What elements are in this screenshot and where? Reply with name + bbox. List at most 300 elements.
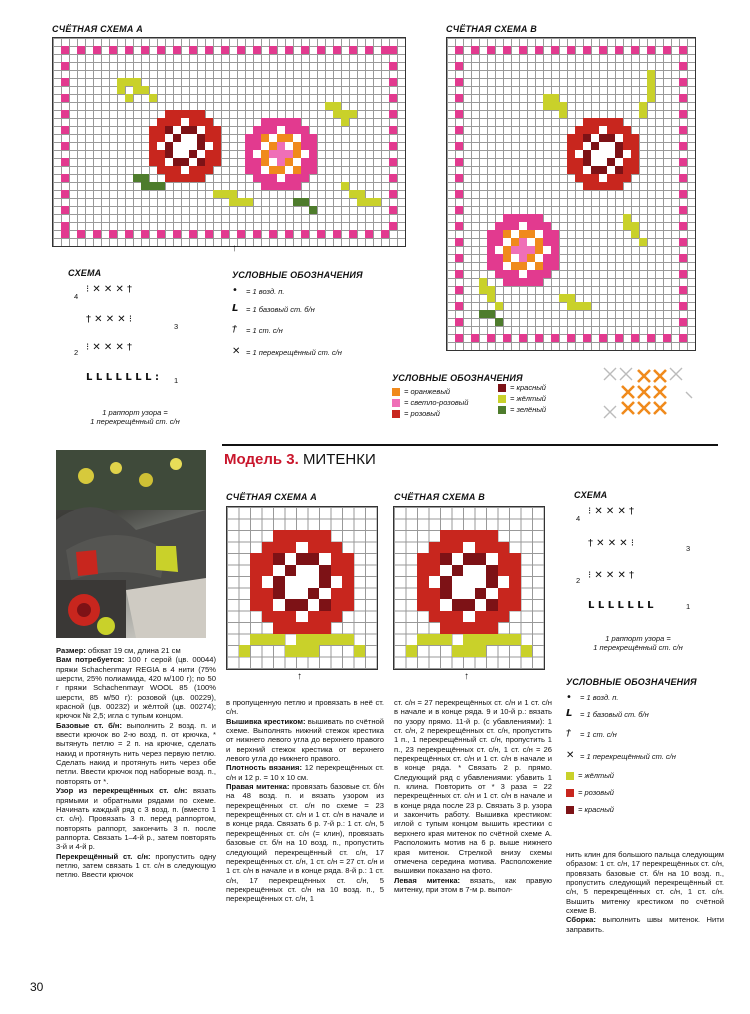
stitch-cell bbox=[273, 611, 285, 623]
stitch-cell bbox=[181, 126, 189, 134]
stitch-cell bbox=[452, 565, 464, 577]
stitch-cell bbox=[277, 166, 285, 174]
red-swatch-icon bbox=[566, 806, 574, 814]
stitch-cell bbox=[181, 166, 189, 174]
stitch-cell bbox=[261, 174, 269, 182]
stitch-cell bbox=[591, 126, 599, 134]
stitch-cell bbox=[253, 142, 261, 150]
stitch-cell bbox=[429, 553, 441, 565]
stitch-cell bbox=[607, 134, 615, 142]
stitch-cell bbox=[77, 46, 85, 54]
stitch-cell bbox=[285, 118, 293, 126]
stitch-cell bbox=[373, 198, 381, 206]
stitch-cell bbox=[221, 230, 229, 238]
stitch-sample-illustration bbox=[600, 362, 694, 428]
stitch-cell bbox=[109, 230, 117, 238]
stitch-cell bbox=[535, 230, 543, 238]
stitch-cell bbox=[165, 118, 173, 126]
stitch-cell bbox=[440, 553, 452, 565]
top-legend: • = 1 возд. п. L = 1 базовый ст. б/н † = 1 ст. с/н ✕ = 1 перекрещённый ст. с/н bbox=[232, 285, 342, 357]
stitch-cell bbox=[486, 588, 498, 600]
stitch-cell bbox=[509, 634, 521, 646]
stitch-cell bbox=[591, 158, 599, 166]
stitch-cell bbox=[262, 611, 274, 623]
bottom-arrow-b-icon: ↑ bbox=[464, 671, 469, 682]
stitch-cell bbox=[125, 94, 133, 102]
stitch-cell bbox=[61, 230, 69, 238]
stitch-cell bbox=[309, 166, 317, 174]
stitch-cell bbox=[149, 94, 157, 102]
stitch-cell bbox=[296, 542, 308, 554]
color-legend-left: = оранжевый = светло-розовый = розовый bbox=[392, 386, 468, 419]
product-photo bbox=[56, 450, 206, 638]
stitch-cell bbox=[189, 118, 197, 126]
chart-c-grid bbox=[226, 506, 378, 670]
paragraph: в пропущенную петлю и провязать в неё ст. с/н. bbox=[226, 698, 384, 717]
stitch-cell bbox=[615, 158, 623, 166]
stitch-cell bbox=[308, 588, 320, 600]
stitch-cell bbox=[440, 634, 452, 646]
stitch-cell bbox=[583, 174, 591, 182]
stitch-cell bbox=[679, 334, 687, 342]
stitch-cell bbox=[293, 126, 301, 134]
stitch-cell bbox=[455, 270, 463, 278]
chart-b-grid bbox=[446, 37, 696, 351]
stitch-cell bbox=[308, 611, 320, 623]
stitch-cell bbox=[189, 142, 197, 150]
stitch-cell bbox=[429, 599, 441, 611]
stitch-cell bbox=[503, 246, 511, 254]
stitch-cell bbox=[535, 270, 543, 278]
stitch-cell bbox=[109, 46, 117, 54]
stitch-cell bbox=[486, 565, 498, 577]
model-heading: Модель 3. МИТЕНКИ bbox=[224, 451, 376, 468]
stitch-cell bbox=[511, 238, 519, 246]
stitch-cell bbox=[599, 134, 607, 142]
stitch-cell bbox=[591, 142, 599, 150]
stitch-cell bbox=[511, 278, 519, 286]
stitch-cell bbox=[261, 158, 269, 166]
stitch-cell bbox=[296, 588, 308, 600]
stitch-cell bbox=[440, 599, 452, 611]
stitch-cell bbox=[511, 214, 519, 222]
stitch-cell bbox=[487, 334, 495, 342]
dc-icon: † bbox=[566, 728, 571, 739]
stitch-cell bbox=[273, 599, 285, 611]
stitch-cell bbox=[679, 46, 687, 54]
stitch-cell bbox=[455, 206, 463, 214]
stitch-cell bbox=[173, 110, 181, 118]
stitch-cell bbox=[647, 94, 655, 102]
stitch-cell bbox=[567, 334, 575, 342]
stitch-cell bbox=[157, 158, 165, 166]
stitch-cell bbox=[331, 611, 343, 623]
stitch-cell bbox=[615, 150, 623, 158]
stitch-cell bbox=[181, 150, 189, 158]
stitch-cell bbox=[181, 158, 189, 166]
stitch-cell bbox=[631, 158, 639, 166]
stitch-cell bbox=[317, 46, 325, 54]
paragraph: Сборка: выполнить швы митенок. Нити заправить. bbox=[566, 915, 724, 934]
stitch-cell bbox=[309, 142, 317, 150]
stitch-cell bbox=[591, 174, 599, 182]
stitch-cell bbox=[285, 46, 293, 54]
stitch-cell bbox=[117, 86, 125, 94]
stitch-cell bbox=[308, 622, 320, 634]
stitch-cell bbox=[623, 214, 631, 222]
stitch-cell bbox=[455, 286, 463, 294]
stitch-cell bbox=[342, 553, 354, 565]
stitch-cell bbox=[365, 46, 373, 54]
scheme-row-4: ⁝ ✕ ✕ ✕ † bbox=[86, 284, 133, 295]
stitch-cell bbox=[663, 334, 671, 342]
stitch-cell bbox=[487, 310, 495, 318]
stitch-cell bbox=[149, 142, 157, 150]
base-sc-icon: L bbox=[232, 303, 239, 314]
stitch-cell bbox=[583, 182, 591, 190]
stitch-cell bbox=[61, 78, 69, 86]
stitch-cell bbox=[463, 576, 475, 588]
stitch-cell bbox=[509, 599, 521, 611]
stitch-cell bbox=[245, 198, 253, 206]
yellow-swatch-icon bbox=[566, 772, 574, 780]
stitch-cell bbox=[487, 254, 495, 262]
color-legend-title: УСЛОВНЫЕ ОБОЗНАЧЕНИЯ bbox=[392, 373, 523, 383]
stitch-cell bbox=[61, 110, 69, 118]
stitch-cell bbox=[273, 634, 285, 646]
stitch-cell bbox=[61, 190, 69, 198]
stitch-cell bbox=[679, 222, 687, 230]
stitch-cell bbox=[189, 126, 197, 134]
stitch-cell bbox=[205, 118, 213, 126]
stitch-cell bbox=[342, 634, 354, 646]
stitch-cell bbox=[269, 166, 277, 174]
stitch-cell bbox=[679, 238, 687, 246]
stitch-cell bbox=[273, 565, 285, 577]
yellow-swatch-icon bbox=[498, 395, 506, 403]
stitch-cell bbox=[475, 553, 487, 565]
stitch-cell bbox=[679, 206, 687, 214]
stitch-cell bbox=[61, 94, 69, 102]
stitch-cell bbox=[269, 46, 277, 54]
stitch-cell bbox=[615, 134, 623, 142]
stitch-cell bbox=[61, 222, 69, 230]
stitch-scheme-top bbox=[70, 284, 190, 394]
stitch-cell bbox=[503, 214, 511, 222]
stitch-cell bbox=[487, 246, 495, 254]
stitch-cell bbox=[527, 270, 535, 278]
stitch-cell bbox=[296, 634, 308, 646]
stitch-cell bbox=[333, 46, 341, 54]
stitch-cell bbox=[495, 238, 503, 246]
stitch-cell bbox=[639, 238, 647, 246]
stitch-cell bbox=[475, 599, 487, 611]
stitch-cell bbox=[498, 588, 510, 600]
stitch-cell bbox=[440, 565, 452, 577]
stitch-cell bbox=[455, 302, 463, 310]
stitch-cell bbox=[133, 86, 141, 94]
stitch-cell bbox=[429, 542, 441, 554]
page-number: 30 bbox=[30, 980, 44, 994]
stitch-cell bbox=[679, 94, 687, 102]
stitch-cell bbox=[309, 150, 317, 158]
chart-d-grid bbox=[393, 506, 545, 670]
stitch-cell bbox=[471, 334, 479, 342]
stitch-cell bbox=[93, 230, 101, 238]
stitch-cell bbox=[61, 142, 69, 150]
stitch-cell bbox=[197, 118, 205, 126]
stitch-cell bbox=[527, 246, 535, 254]
stitch-cell bbox=[429, 565, 441, 577]
stitch-cell bbox=[663, 46, 671, 54]
stitch-cell bbox=[229, 198, 237, 206]
stitch-cell bbox=[261, 118, 269, 126]
stitch-cell bbox=[285, 174, 293, 182]
stitch-cell bbox=[293, 182, 301, 190]
stitch-cell bbox=[591, 134, 599, 142]
text-column-2 bbox=[226, 698, 384, 904]
stitch-cell bbox=[389, 94, 397, 102]
bottom-repeat-label: 1 раппорт узора = 1 перекрещённый ст. с/н bbox=[593, 634, 683, 653]
stitch-cell bbox=[331, 565, 343, 577]
stitch-cell bbox=[463, 611, 475, 623]
stitch-cell bbox=[519, 278, 527, 286]
stitch-cell bbox=[277, 174, 285, 182]
stitch-cell bbox=[157, 182, 165, 190]
stitch-cell bbox=[296, 576, 308, 588]
top-repeat-label: 1 раппорт узора = 1 перекрещённый ст. с/н bbox=[90, 408, 180, 427]
stitch-cell bbox=[308, 634, 320, 646]
stitch-cell bbox=[262, 588, 274, 600]
stitch-cell bbox=[575, 150, 583, 158]
stitch-cell bbox=[133, 78, 141, 86]
bottom-arrow-a-icon: ↑ bbox=[297, 671, 302, 682]
stitch-cell bbox=[615, 118, 623, 126]
stitch-cell bbox=[269, 134, 277, 142]
stitch-cell bbox=[511, 262, 519, 270]
stitch-cell bbox=[341, 110, 349, 118]
stitch-cell bbox=[293, 150, 301, 158]
stitch-cell bbox=[365, 198, 373, 206]
stitch-cell bbox=[429, 576, 441, 588]
stitch-cell bbox=[213, 190, 221, 198]
stitch-cell bbox=[475, 565, 487, 577]
stitch-cell bbox=[551, 246, 559, 254]
stitch-cell bbox=[495, 230, 503, 238]
stitch-cell bbox=[479, 278, 487, 286]
stitch-cell bbox=[567, 294, 575, 302]
dc-icon: † bbox=[232, 324, 237, 335]
stitch-cell bbox=[623, 222, 631, 230]
stitch-cell bbox=[417, 588, 429, 600]
stitch-cell bbox=[349, 46, 357, 54]
stitch-cell bbox=[157, 142, 165, 150]
stitch-cell bbox=[498, 553, 510, 565]
stitch-cell bbox=[342, 599, 354, 611]
paragraph: Вам потребуется: 100 г серой (цв. 00044) пряжи Schachenmayr REGIA в 4 нити (75% шерсти, 25% полиамида, 420 м/100 г); по 50 г пряжи Schachenmayr WOOL 85 (100% шерсти, 85 м/50 г): розовой (цв. 00229), красной (цв. 00232) и жёлтой (цв. 00274); крючок № 2,5; игла с тупым концом. bbox=[56, 655, 216, 721]
stitch-cell bbox=[519, 238, 527, 246]
stitch-cell bbox=[189, 150, 197, 158]
stitch-cell bbox=[503, 238, 511, 246]
stitch-cell bbox=[543, 254, 551, 262]
stitch-cell bbox=[61, 126, 69, 134]
stitch-cell bbox=[331, 542, 343, 554]
row-number-4: 4 bbox=[74, 292, 79, 301]
stitch-cell bbox=[262, 599, 274, 611]
stitch-cell bbox=[679, 254, 687, 262]
stitch-cell bbox=[301, 126, 309, 134]
stitch-cell bbox=[503, 222, 511, 230]
stitch-cell bbox=[261, 142, 269, 150]
stitch-cell bbox=[319, 588, 331, 600]
stitch-cell bbox=[583, 302, 591, 310]
stitch-cell bbox=[149, 182, 157, 190]
stitch-cell bbox=[277, 126, 285, 134]
stitch-cell bbox=[511, 270, 519, 278]
stitch-cell bbox=[349, 110, 357, 118]
stitch-cell bbox=[197, 174, 205, 182]
stitch-cell bbox=[253, 230, 261, 238]
stitch-cell bbox=[631, 166, 639, 174]
stitch-cell bbox=[253, 158, 261, 166]
stitch-cell bbox=[487, 46, 495, 54]
stitch-cell bbox=[285, 150, 293, 158]
stitch-cell bbox=[117, 78, 125, 86]
stitch-cell bbox=[417, 634, 429, 646]
stitch-cell bbox=[679, 174, 687, 182]
stitch-cell bbox=[173, 134, 181, 142]
stitch-cell bbox=[607, 150, 615, 158]
stitch-cell bbox=[535, 254, 543, 262]
stitch-cell bbox=[452, 530, 464, 542]
stitch-cell bbox=[583, 46, 591, 54]
stitch-cell bbox=[639, 102, 647, 110]
stitch-cell bbox=[189, 158, 197, 166]
stitch-cell bbox=[189, 134, 197, 142]
stitch-cell bbox=[631, 46, 639, 54]
stitch-cell bbox=[261, 182, 269, 190]
stitch-cell bbox=[486, 634, 498, 646]
stitch-cell bbox=[173, 174, 181, 182]
stitch-cell bbox=[519, 230, 527, 238]
stitch-cell bbox=[679, 78, 687, 86]
stitch-cell bbox=[253, 150, 261, 158]
stitch-cell bbox=[527, 230, 535, 238]
stitch-cell bbox=[205, 230, 213, 238]
stitch-cell bbox=[599, 118, 607, 126]
stitch-cell bbox=[293, 142, 301, 150]
stitch-cell bbox=[205, 150, 213, 158]
stitch-cell bbox=[591, 166, 599, 174]
stitch-cell bbox=[631, 150, 639, 158]
stitch-cell bbox=[285, 182, 293, 190]
stitch-cell bbox=[567, 134, 575, 142]
scheme-row-2: ⁝ ✕ ✕ ✕ † bbox=[588, 570, 635, 581]
stitch-cell bbox=[277, 118, 285, 126]
stitch-cell bbox=[519, 262, 527, 270]
crossed-dc-icon: ✕ bbox=[566, 750, 575, 761]
stitch-cell bbox=[487, 286, 495, 294]
stitch-cell bbox=[535, 46, 543, 54]
stitch-cell bbox=[273, 542, 285, 554]
bottom-scheme-b-title: СЧЁТНАЯ СХЕМА В bbox=[394, 492, 485, 502]
stitch-cell bbox=[308, 565, 320, 577]
stitch-cell bbox=[591, 182, 599, 190]
stitch-cell bbox=[261, 134, 269, 142]
stitch-cell bbox=[417, 553, 429, 565]
stitch-cell bbox=[237, 198, 245, 206]
stitch-cell bbox=[173, 230, 181, 238]
stitch-cell bbox=[389, 174, 397, 182]
stitch-cell bbox=[543, 102, 551, 110]
stitch-cell bbox=[615, 182, 623, 190]
stitch-cell bbox=[61, 62, 69, 70]
stitch-cell bbox=[509, 553, 521, 565]
stitch-cell bbox=[319, 553, 331, 565]
stitch-cell bbox=[551, 238, 559, 246]
section-divider bbox=[222, 444, 718, 446]
stitch-cell bbox=[301, 158, 309, 166]
stitch-cell bbox=[543, 230, 551, 238]
stitch-cell bbox=[498, 634, 510, 646]
stitch-cell bbox=[269, 142, 277, 150]
top-scheme-a-title: СЧЁТНАЯ СХЕМА А bbox=[52, 24, 143, 34]
stitch-cell bbox=[308, 599, 320, 611]
stitch-cell bbox=[631, 334, 639, 342]
paragraph: Размер: обхват 19 см, длина 21 см bbox=[56, 646, 181, 655]
scheme-row-3: † ✕ ✕ ✕ ⁝ bbox=[588, 538, 635, 549]
stitch-cell bbox=[245, 150, 253, 158]
stitch-cell bbox=[487, 238, 495, 246]
stitch-cell bbox=[495, 222, 503, 230]
stitch-cell bbox=[495, 262, 503, 270]
scheme-row-3: † ✕ ✕ ✕ ⁝ bbox=[86, 314, 133, 325]
pink-swatch-icon bbox=[392, 410, 400, 418]
text-column-3 bbox=[394, 698, 552, 894]
stitch-cell bbox=[521, 645, 533, 657]
stitch-cell bbox=[607, 166, 615, 174]
color-legend-right: = красный = жёлтый = зелёный bbox=[498, 382, 546, 415]
stitch-cell bbox=[471, 46, 479, 54]
stitch-cell bbox=[591, 118, 599, 126]
stitch-cell bbox=[61, 206, 69, 214]
stitch-cell bbox=[623, 126, 631, 134]
stitch-cell bbox=[389, 126, 397, 134]
stitch-cell bbox=[269, 182, 277, 190]
stitch-cell bbox=[173, 142, 181, 150]
stitch-cell bbox=[511, 222, 519, 230]
chart-a-grid bbox=[52, 37, 406, 247]
stitch-cell bbox=[349, 230, 357, 238]
stitch-cell bbox=[141, 230, 149, 238]
stitch-cell bbox=[296, 622, 308, 634]
stitch-cell bbox=[262, 542, 274, 554]
stitch-cell bbox=[647, 334, 655, 342]
stitch-cell bbox=[455, 318, 463, 326]
stitch-cell bbox=[567, 142, 575, 150]
paragraph: Правая митенка: провязать базовые ст. б/н на 48 возд. п. и вязать узором из перекрещённых ст. с/н по схеме = 23 перекрещённых ст. с/н и 1 ст. с/н в начале и в конце ряда. Связать 6 р. 7-й р.: 1 ст. с/н, 5 перекрещённых ст. с/н (= клин), провязать базовые ст. б/н на 10 возд. п., пропустить следующий перекрещённый ст. с/н, 17 перекрещённых ст. с/н, 1 ст. с/н = 27 ст. с/н и 1 ст. с/н в начале и в конце ряда. 8-й р.: 1 ст. с/н, 17 перекрещённых ст. с/н, 5 перекрещённых ст. с/н на 10 возд. п., 5 перекрещённых ст. с/н, 1 bbox=[226, 782, 385, 904]
stitch-cell bbox=[463, 588, 475, 600]
stitch-cell bbox=[486, 622, 498, 634]
stitch-cell bbox=[333, 102, 341, 110]
stitch-cell bbox=[325, 102, 333, 110]
stitch-cell bbox=[475, 576, 487, 588]
text-column-1 bbox=[56, 646, 216, 880]
stitch-cell bbox=[631, 142, 639, 150]
stitch-cell bbox=[452, 576, 464, 588]
stitch-cell bbox=[333, 230, 341, 238]
stitch-cell bbox=[463, 622, 475, 634]
